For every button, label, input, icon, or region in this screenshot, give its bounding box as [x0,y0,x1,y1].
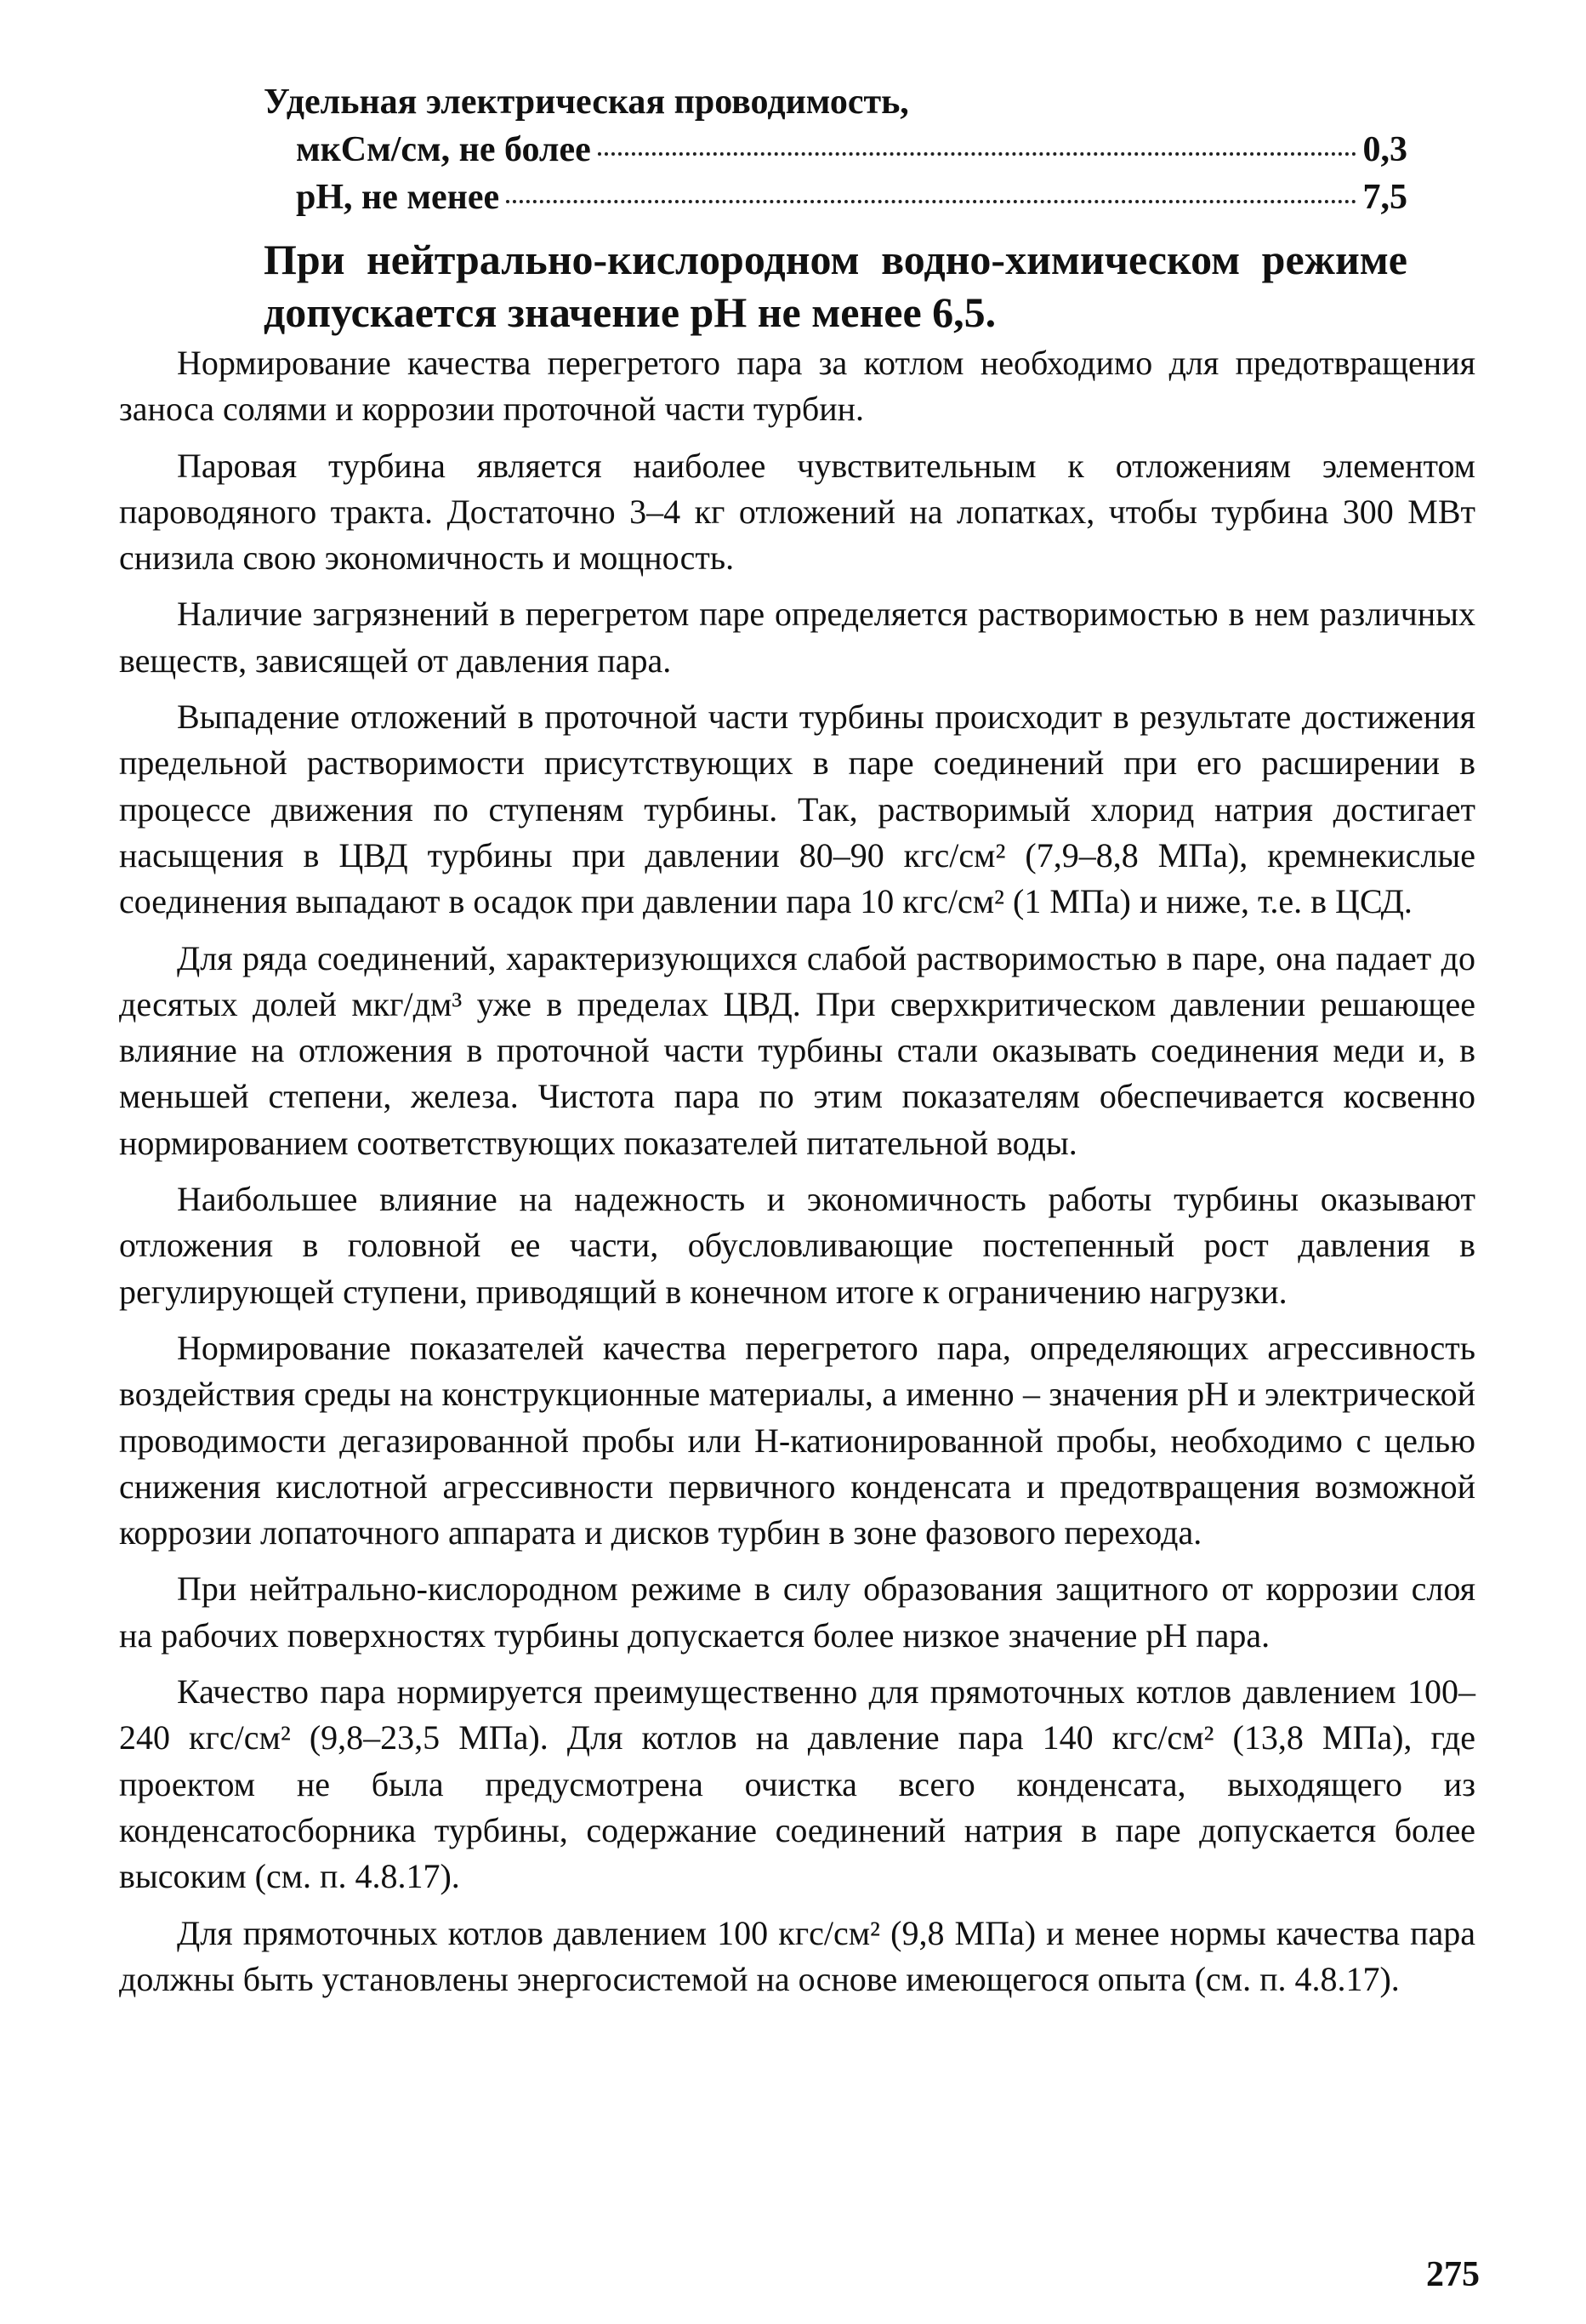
body-text [119,340,1475,2013]
paragraph: Наличие загрязнений в перегретом паре определяется растворимостью в нем различных веществ, зависящей от давления пара. [119,595,1475,680]
paragraph: Нормирование показателей качества перегретого пара, определяющих агрессивность воздействия среды на конструкционные материалы, а именно – значения pH и электрической проводимости дегазированной пробы или Н-катионированной пробы, необходимо с целью снижения кислотной агрессивности первичного конденсата и предотвращения возможной коррозии лопаточного аппарата и дисков турбин в зоне фазового перехода. [119,1328,1475,1552]
dot-leader [598,152,1356,156]
paragraph: Качество пара нормируется преимущественно для прямоточных котлов давлением 100–240 кгс/см² (9,8–23,5 МПа). Для котлов на давление пара 140 кгс/см² (13,8 МПа), где проектом не была предусмотрена очистка всего конденсата, выходящего из конденсатосборника турбины, содержание соединений натрия в паре допускается более высоким (см. п. 4.8.17). [119,1672,1475,1896]
paragraph: При нейтрально-кислородном режиме в силу образования защитного от коррозии слоя на рабочих поверхностях турбины допускается более низкое значение pH пара. [119,1569,1475,1655]
spec-label: мкСм/см, не более [296,130,591,169]
spec-note: При нейтрально-кислородном водно-химическом режиме допускается значение pH не менее 6,5. [264,236,1407,336]
spec-row-ph [264,174,1407,221]
spec-value: 7,5 [1362,178,1407,217]
dot-leader [506,200,1356,203]
paragraph: Наибольшее влияние на надежность и экономичность работы турбины оказывают отложения в головной ее части, обусловливающие постепенный рост давления в регулирующей ступени, приводящий в конечном итоге к ограничению нагрузки. [119,1180,1475,1311]
spec-heading: Удельная электрическая проводимость, [264,83,909,122]
spec-row-conductivity [264,126,1407,174]
paragraph: Для прямоточных котлов давлением 100 кгс/см² (9,8 МПа) и менее нормы качества пара должны быть установлены энергосистемой на основе имеющегося опыта (см. п. 4.8.17). [119,1913,1475,1998]
paragraph: Паровая турбина является наиболее чувствительным к отложениям элементом пароводяного тракта. Достаточно 3–4 кг отложений на лопатках, чтобы турбина 300 МВт снизила свою экономичность и мощность. [119,446,1475,578]
paragraph: Выпадение отложений в проточной части турбины происходит в результате достижения предельной растворимости присутствующих в паре соединений при его расширении в процессе движения по ступеням турбины. Так, растворимый хлорид натрия достигает насыщения в ЦВД турбины при давлении 80–90 кгс/см² (7,9–8,8 МПа), кремнекислые соединения выпадают в осадок при давлении пара 10 кгс/см² (1 МПа) и ниже, т.е. в ЦСД. [119,698,1475,921]
spec-value: 0,3 [1362,130,1407,169]
spec-label: pH, не менее [296,178,500,217]
page-number: 275 [1426,2255,1480,2294]
paragraph: Нормирование качества перегретого пара за котлом необходимо для предотвращения заноса солями и коррозии проточной части турбин. [119,344,1475,429]
spec-block [264,78,1407,339]
paragraph: Для ряда соединений, характеризующихся слабой растворимостью в паре, она падает до десятых долей мкг/дм³ уже в пределах ЦВД. При сверхкритическом давлении решающее влияние на отложения в проточной части турбины стали оказывать соединения меди и, в меньшей степени, железа. Чистота пара по этим показателям обеспечивается косвенно нормированием соответствующих показателей питательной воды. [119,938,1475,1162]
